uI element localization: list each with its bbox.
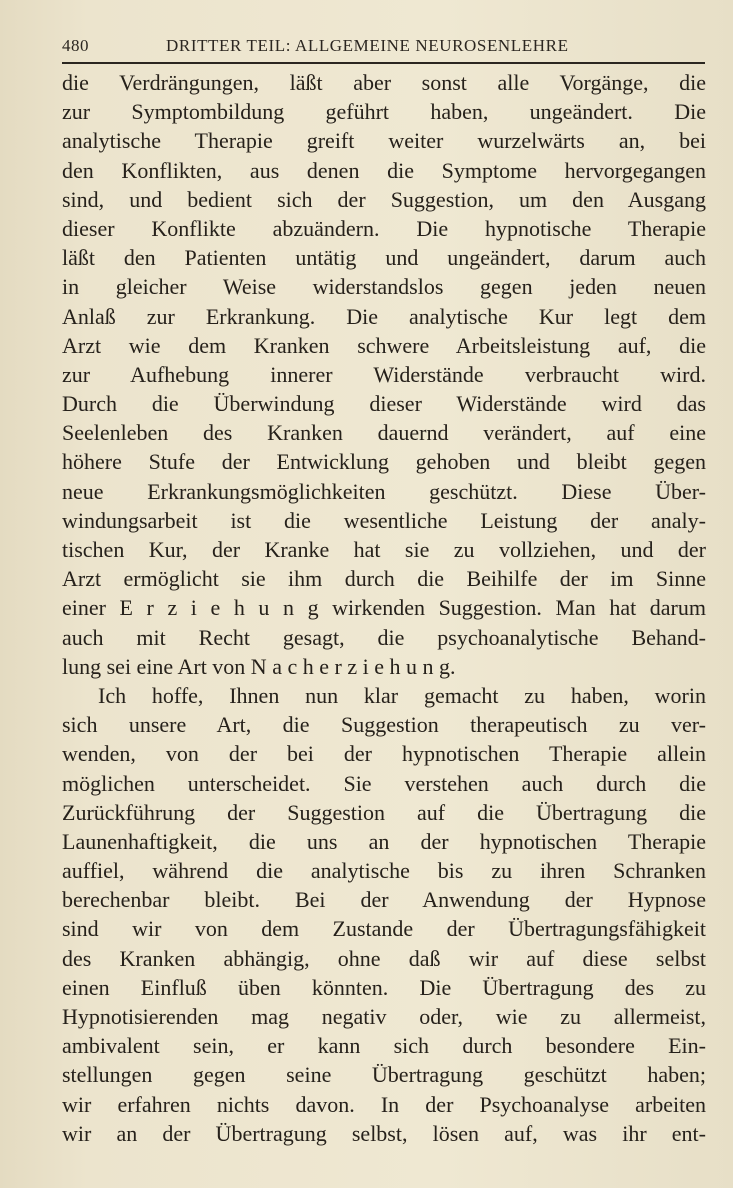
- text-line: sich unsere Art, die Suggestion therapeutisch zu ver-: [62, 712, 706, 738]
- text-line: Hypnotisierenden mag negativ oder, wie zu allermeist,: [62, 1004, 706, 1029]
- text-line: dieser Konflikte abzuändern. Die hypnotische Therapie: [62, 215, 706, 241]
- text-line: zur Symptombildung geführt haben, ungeändert. Die: [62, 99, 706, 125]
- body-text: [62, 68, 706, 1148]
- text-line: ambivalent sein, er kann sich durch besondere Ein-: [62, 1033, 706, 1059]
- text-line: den Konflikten, aus denen die Symptome hervorgegangen: [62, 157, 706, 183]
- text-line: auch mit Recht gesagt, die psychoanalytische Behand-: [62, 624, 706, 650]
- text-line: höhere Stufe der Entwicklung gehoben und bleibt gegen: [62, 449, 706, 475]
- running-title: DRITTER TEIL: ALLGEMEINE NEUROSENLEHRE: [166, 36, 569, 55]
- text-line: zur Aufhebung innerer Widerstände verbraucht wird.: [62, 361, 706, 387]
- text-line: Launenhaftigkeit, die uns an der hypnotischen Therapie: [62, 828, 706, 854]
- text-line: die Verdrängungen, läßt aber sonst alle Vorgänge, die: [62, 70, 706, 95]
- text-line: des Kranken abhängig, ohne daß wir auf diese selbst: [62, 945, 706, 971]
- text-line: analytische Therapie greift weiter wurzelwärts an, bei: [62, 128, 706, 154]
- page-number: 480: [62, 36, 89, 55]
- text-line: Anlaß zur Erkrankung. Die analytische Kur legt dem: [62, 303, 706, 329]
- text-line: einen Einfluß üben könnten. Die Übertragung des zu: [62, 974, 706, 1000]
- paragraph-start-line: Ich hoffe, Ihnen nun klar gemacht zu haben, worin: [98, 682, 706, 708]
- text-line: wir erfahren nichts davon. In der Psychoanalyse arbeiten: [62, 1091, 706, 1117]
- text-line: Arzt ermöglicht sie ihm durch die Beihilfe der im Sinne: [62, 566, 706, 592]
- text-line: auffiel, während die analytische bis zu ihren Schranken: [62, 858, 706, 884]
- text-line: sind, und bedient sich der Suggestion, um den Ausgang: [62, 186, 706, 212]
- text-line: stellungen gegen seine Übertragung geschützt haben;: [62, 1062, 706, 1088]
- text-line: Arzt wie dem Kranken schwere Arbeitsleistung auf, die: [62, 332, 706, 358]
- text-line: berechenbar bleibt. Bei der Anwendung der Hypnose: [62, 887, 706, 913]
- text-line: wenden, von der bei der hypnotischen Therapie allein: [62, 741, 706, 767]
- text-line: tischen Kur, der Kranke hat sie zu vollziehen, und der: [62, 537, 706, 562]
- text-line: möglichen unterscheidet. Sie verstehen auch durch die: [62, 770, 706, 796]
- text-line: Durch die Überwindung dieser Widerstände wird das: [62, 391, 706, 417]
- text-line: windungsarbeit ist die wesentliche Leistung der analy-: [62, 507, 706, 533]
- text-line: Zurückführung der Suggestion auf die Übertragung die: [62, 799, 706, 825]
- text-line: einer E r z i e h u n g wirkenden Suggestion. Man hat darum: [62, 595, 706, 621]
- text-line: wir an der Übertragung selbst, lösen auf, was ihr ent-: [62, 1120, 706, 1146]
- text-line: läßt den Patienten untätig und ungeändert, darum auch: [62, 245, 706, 271]
- text-line: in gleicher Weise widerstandslos gegen jeden neuen: [62, 274, 706, 300]
- text-line: sind wir von dem Zustande der Übertragungsfähigkeit: [62, 916, 706, 942]
- text-line: neue Erkrankungsmöglichkeiten geschützt. Diese Über-: [62, 478, 706, 504]
- text-line: Seelenleben des Kranken dauernd verändert, auf eine: [62, 420, 706, 446]
- paragraph-end-line: lung sei eine Art von N a c h e r z i e h u n g.: [62, 653, 456, 679]
- page-header: [62, 34, 705, 64]
